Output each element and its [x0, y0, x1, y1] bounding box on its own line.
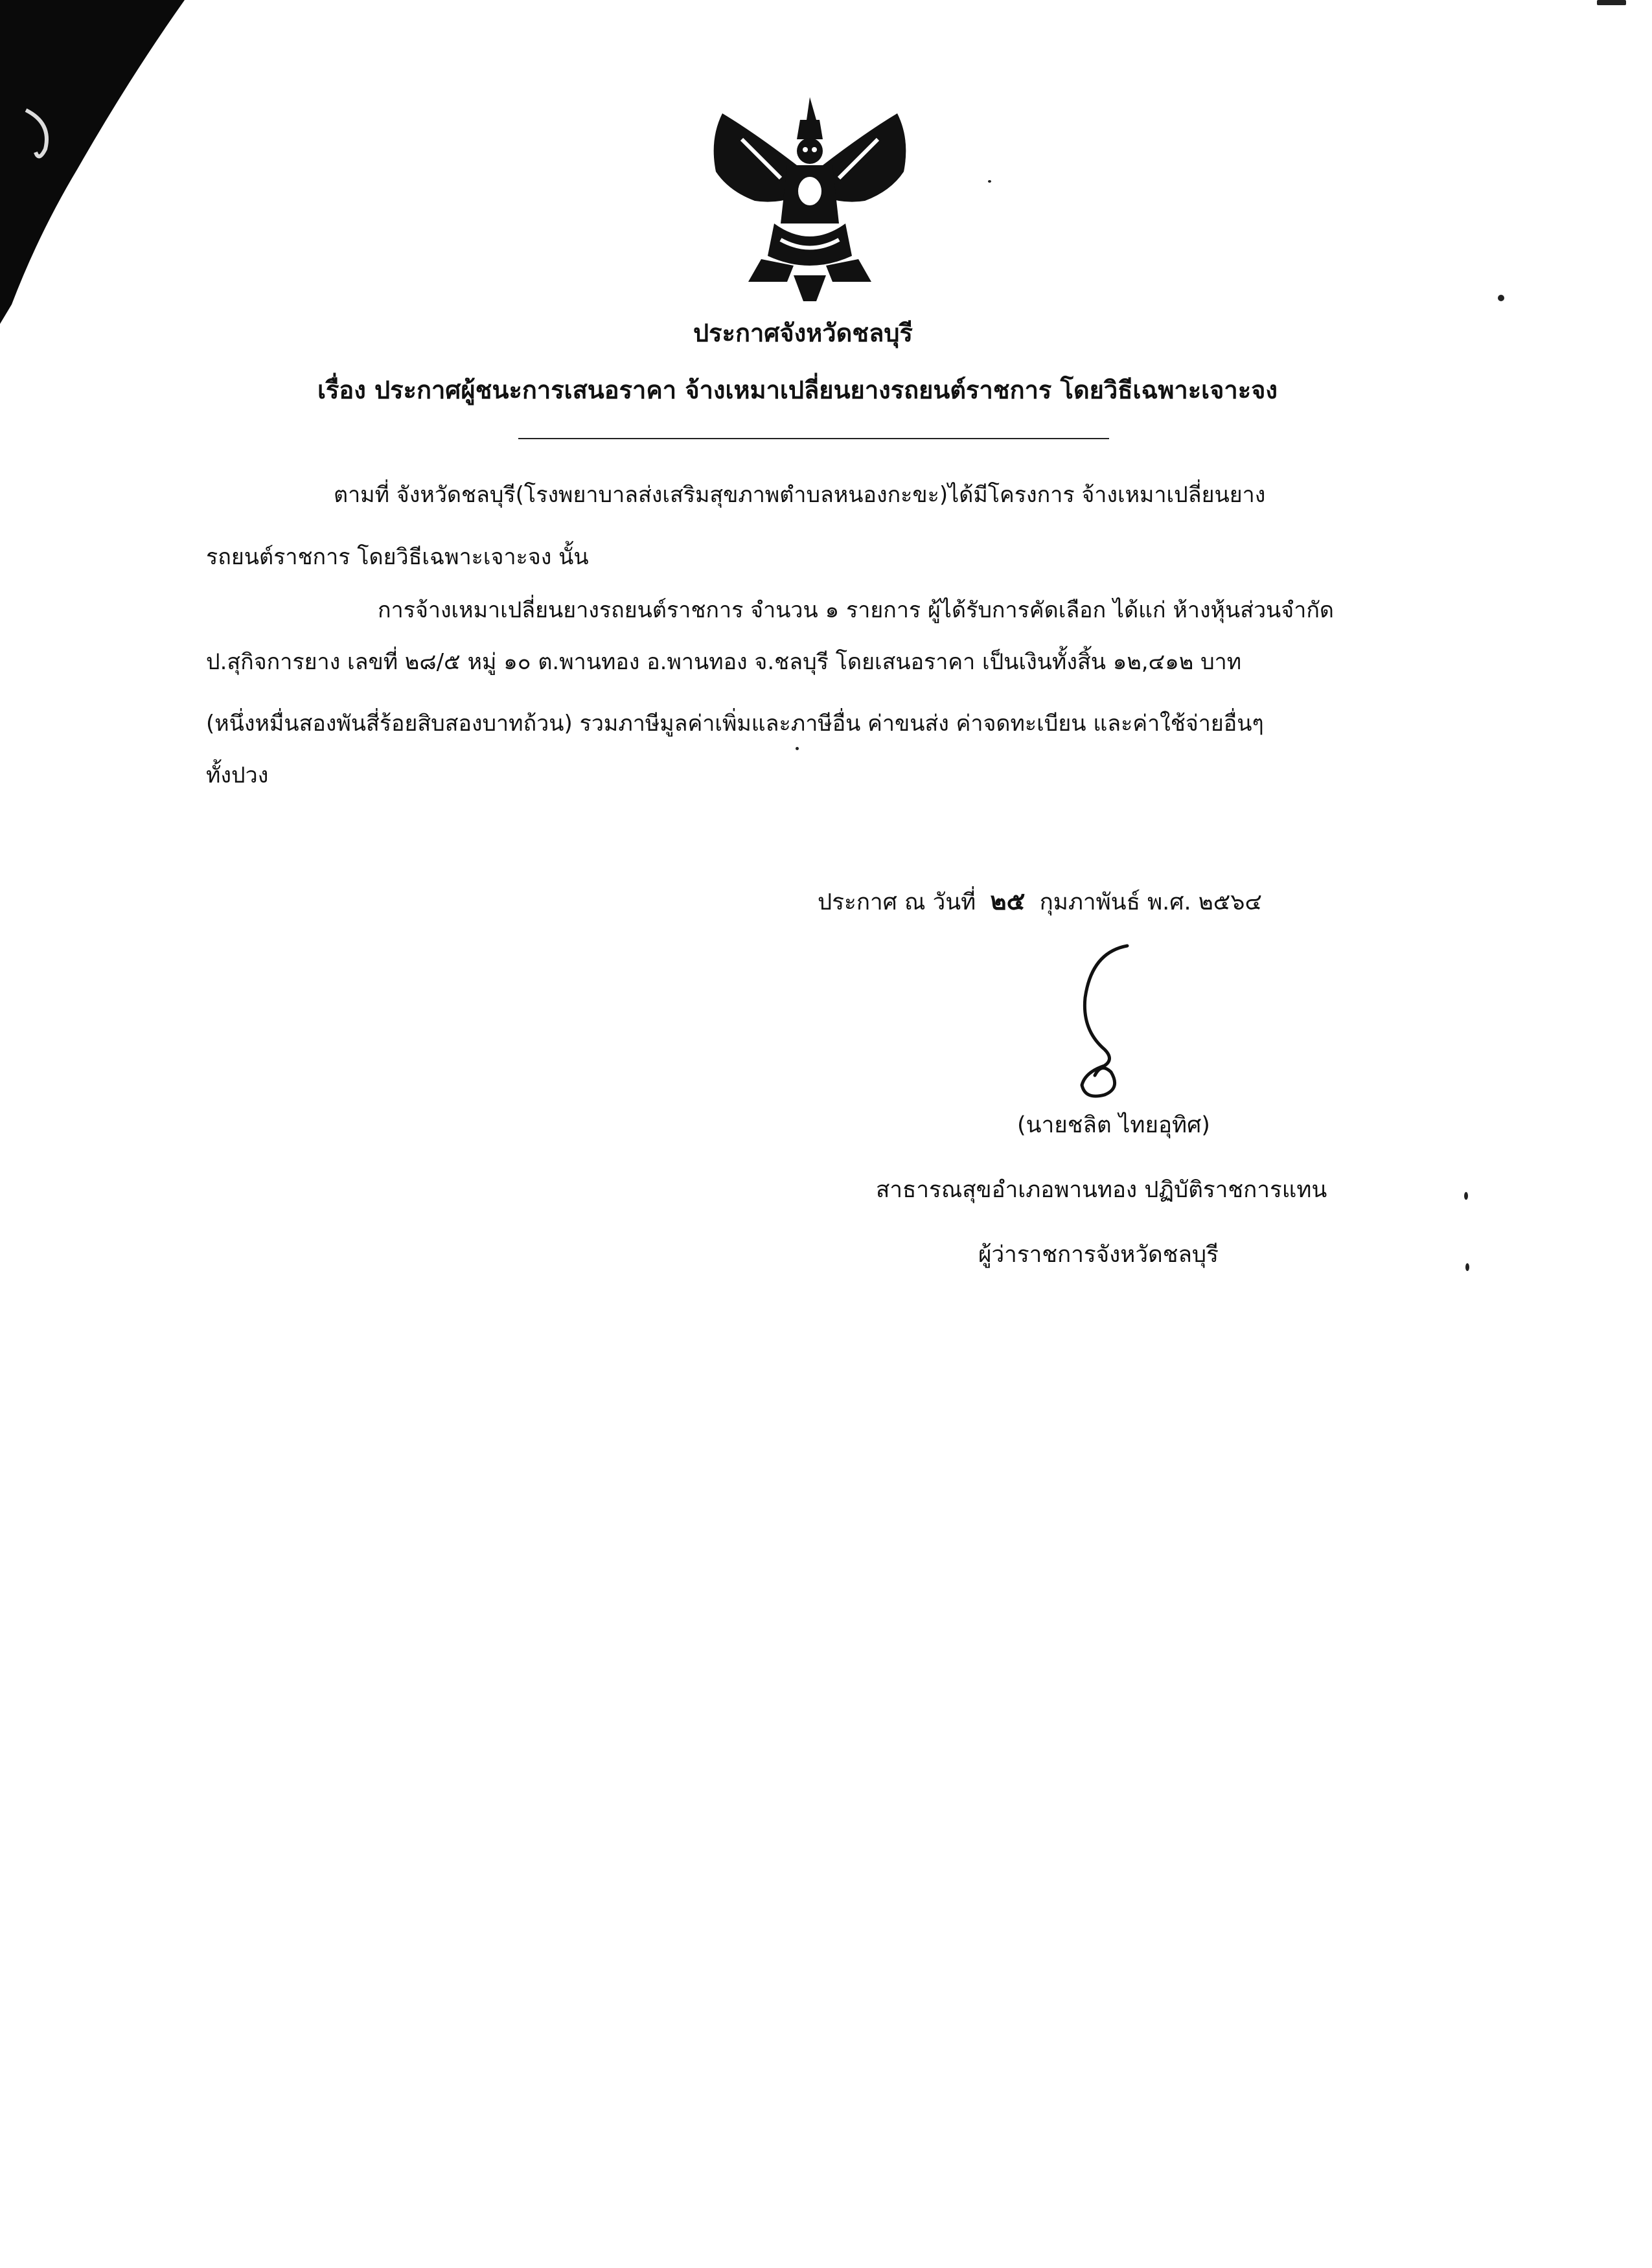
scan-speck [1597, 0, 1626, 5]
announcement-date [818, 889, 1262, 914]
scan-shadow [0, 0, 194, 337]
scan-speck [1498, 295, 1504, 301]
date-month-year: กุมภาพันธ์ พ.ศ. ๒๕๖๔ [1039, 889, 1262, 915]
paragraph-2-line-4: ทั้งปวง [206, 762, 269, 788]
scan-speck [988, 180, 991, 183]
date-day: ๒๕ [990, 887, 1026, 915]
garuda-emblem [703, 94, 917, 308]
title-divider [518, 438, 1109, 439]
signer-position-2: ผู้ว่าราชการจังหวัดชลบุรี [978, 1242, 1219, 1268]
date-prefix: ประกาศ ณ วันที่ [818, 889, 976, 915]
scan-speck [1464, 1192, 1468, 1200]
scan-speck [1465, 1263, 1469, 1271]
paragraph-1-line-1: ตามที่ จังหวัดชลบุรี(โรงพยาบาลส่งเสริมสุขภาพตำบลหนองกะขะ)ได้มีโครงการ จ้างเหมาเปลี่ยนยาง [334, 482, 1266, 508]
paragraph-2-line-2: ป.สุกิจการยาง เลขที่ ๒๘/๕ หมู่ ๑๐ ต.พานทอง อ.พานทอง จ.ชลบุรี โดยเสนอราคา เป็นเงินทั้งสิ้น ๑๒,๔๑๒ บาท [206, 649, 1242, 675]
handwritten-signature [1066, 939, 1137, 1101]
subject-line: เรื่อง ประกาศผู้ชนะการเสนอราคา จ้างเหมาเปลี่ยนยางรถยนต์ราชการ โดยวิธีเฉพาะเจาะจง [317, 376, 1278, 404]
signer-position-1: สาธารณสุขอำเภอพานทอง ปฏิบัติราชการแทน [876, 1177, 1327, 1203]
signer-name: (นายชลิต ไทยอุทิศ) [1017, 1112, 1210, 1138]
paragraph-2-line-1: การจ้างเหมาเปลี่ยนยางรถยนต์ราชการ จำนวน ๑ รายการ ผู้ได้รับการคัดเลือก ได้แก่ ห้างหุ้นส่วนจำกัด [378, 597, 1334, 623]
paragraph-2-line-3: (หนึ่งหมื่นสองพันสี่ร้อยสิบสองบาทถ้วน) รวมภาษีมูลค่าเพิ่มและภาษีอื่น ค่าขนส่ง ค่าจดทะเบียน และค่าใช้จ่ายอื่นๆ [206, 711, 1264, 737]
page-title: ประกาศจังหวัดชลบุรี [693, 319, 913, 347]
scan-speck [796, 747, 799, 750]
paragraph-1-line-2: รถยนต์ราชการ โดยวิธีเฉพาะเจาะจง นั้น [206, 544, 589, 570]
